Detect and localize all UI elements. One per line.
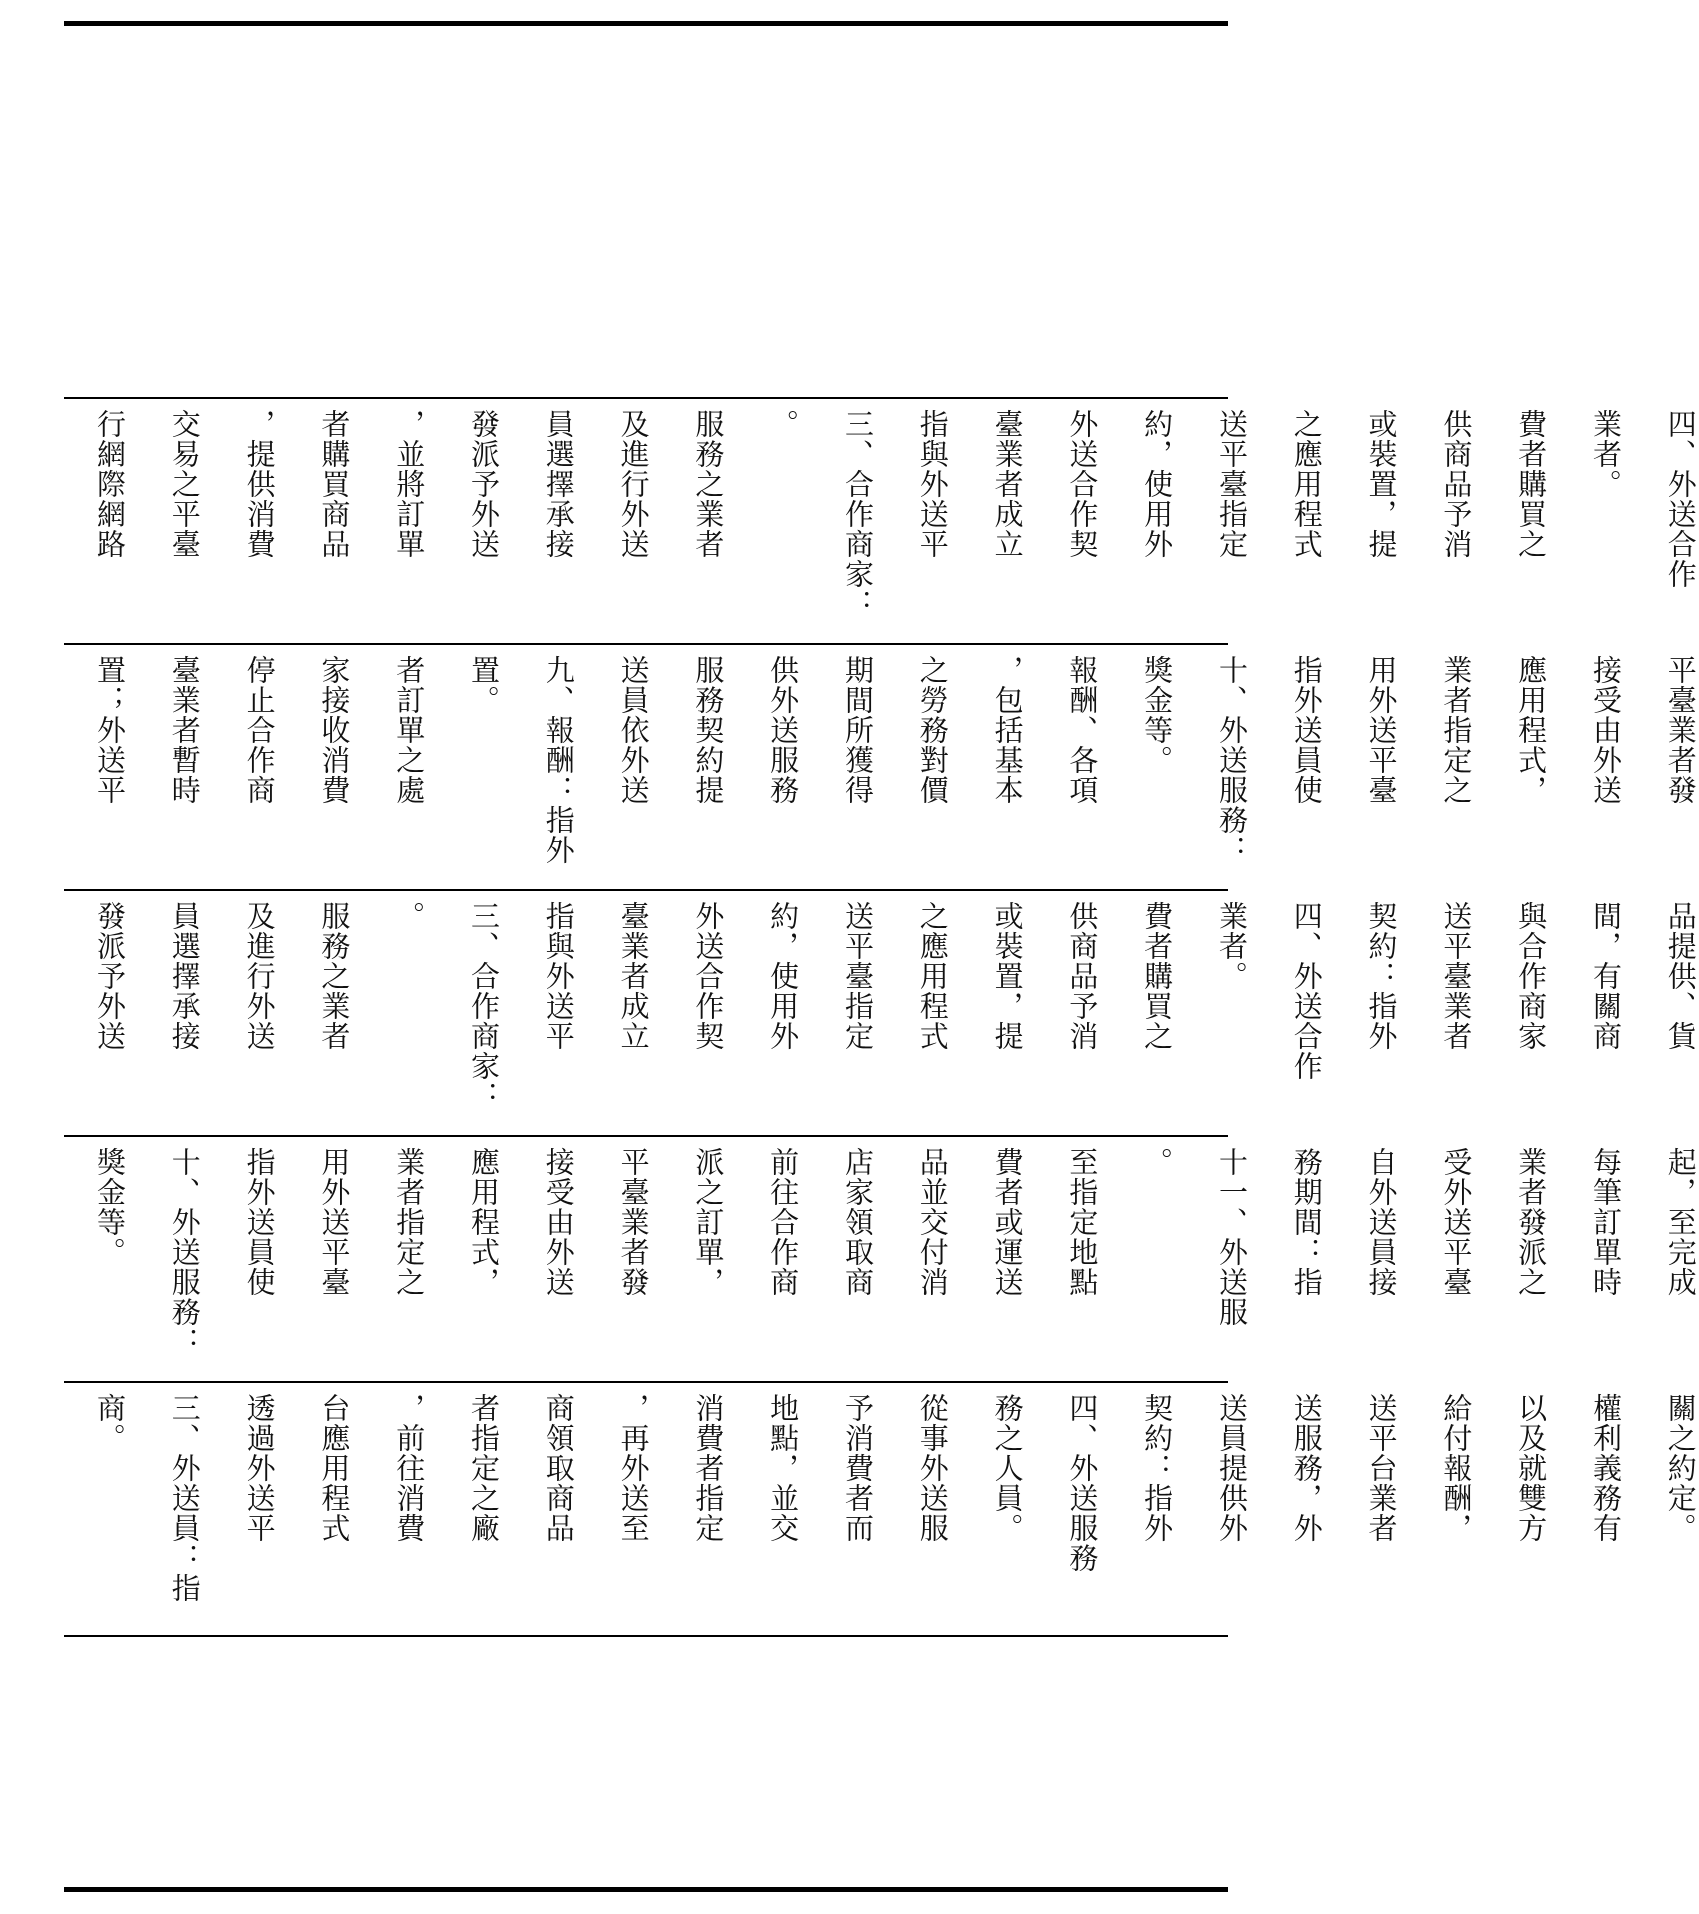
text-column: 員選擇承接 <box>167 901 202 1051</box>
text-column: 業者。 <box>1214 901 1249 991</box>
text-column: 外送合作契 <box>691 901 726 1051</box>
text-column: 三、合作商家： <box>466 901 501 1111</box>
text-column: 務之人員。 <box>990 1393 1025 1543</box>
text-column: 送平台業者 <box>1364 1393 1399 1543</box>
text-column: 送平臺業者 <box>1439 901 1474 1051</box>
text-column: 及進行外送 <box>242 901 277 1051</box>
text-column: 之應用程式 <box>915 901 950 1051</box>
text-column: 店家領取商 <box>840 1147 875 1297</box>
text-column: 送員提供外 <box>1214 1393 1249 1543</box>
text-column: 業者指定之 <box>1439 655 1474 805</box>
text-column: 用外送平臺 <box>317 1147 352 1297</box>
text-column: 業者。 <box>1588 409 1623 499</box>
text-column: 獎金等。 <box>93 1147 127 1267</box>
text-column: 從事外送服 <box>915 1393 950 1543</box>
text-column: 與合作商家 <box>1514 901 1549 1051</box>
text-column: 置。 <box>466 655 501 715</box>
text-column: 十、外送服務： <box>1214 655 1249 865</box>
text-column: 指外送員使 <box>242 1147 277 1297</box>
text-column: 服務契約提 <box>691 655 726 805</box>
text-column: 費者購買之 <box>1514 409 1549 559</box>
text-column: ，再外送至 <box>616 1393 651 1543</box>
text-column: 四、外送服務 <box>1065 1393 1100 1573</box>
text-column: 三、合作商家： <box>840 409 875 619</box>
text-column: 四、外送合作 <box>1663 409 1698 589</box>
text-column: 每筆訂單時 <box>1588 1147 1623 1297</box>
text-column: 之應用程式 <box>1289 409 1324 559</box>
text-column: 服務之業者 <box>691 409 726 559</box>
text-column: 指與外送平 <box>915 409 950 559</box>
text-column: 外送合作契 <box>1065 409 1100 559</box>
text-band-2 <box>64 645 1698 891</box>
text-band-5 <box>64 1383 1698 1629</box>
text-band-3 <box>64 891 1698 1137</box>
text-column: 前往合作商 <box>766 1147 801 1297</box>
text-column: ，並將訂單 <box>392 409 427 559</box>
text-column: ，提供消費 <box>242 409 277 559</box>
text-column: 權利義務有 <box>1588 1393 1623 1543</box>
text-column: 指與外送平 <box>541 901 576 1051</box>
text-column: 家接收消費 <box>317 655 352 805</box>
text-column: 期間所獲得 <box>840 655 875 805</box>
text-column: 台應用程式 <box>317 1393 352 1543</box>
text-column: 。 <box>1140 1147 1175 1177</box>
text-column: 平臺業者發 <box>1663 655 1698 805</box>
text-column: 自外送員接 <box>1364 1147 1399 1297</box>
text-column: 起，至完成 <box>1663 1147 1698 1297</box>
text-column: ，前往消費 <box>392 1393 427 1543</box>
text-band-1 <box>64 399 1698 645</box>
text-column: 接受由外送 <box>541 1147 576 1297</box>
text-column: 地點，並交 <box>766 1393 801 1543</box>
text-column: 者指定之廠 <box>466 1393 501 1543</box>
bottom-rule <box>64 1887 1228 1892</box>
text-column: 送服務，外 <box>1289 1393 1324 1543</box>
text-column: 應用程式， <box>1514 655 1549 805</box>
text-column: 臺業者成立 <box>616 901 651 1051</box>
text-column: 業者指定之 <box>392 1147 427 1297</box>
text-column: 品並交付消 <box>915 1147 950 1297</box>
text-column: 應用程式， <box>466 1147 501 1297</box>
text-column: 以及就雙方 <box>1514 1393 1549 1543</box>
text-column: 費者或運送 <box>990 1147 1025 1297</box>
text-column: 者訂單之處 <box>392 655 427 805</box>
text-column: 服務之業者 <box>317 901 352 1051</box>
text-column: 品提供、貨 <box>1663 901 1698 1051</box>
text-column: 派之訂單， <box>691 1147 726 1297</box>
text-band-4 <box>64 1137 1698 1383</box>
text-column: 用外送平臺 <box>1364 655 1399 805</box>
text-column: 。 <box>392 901 427 931</box>
text-column: 消費者指定 <box>691 1393 726 1543</box>
text-column: 契約：指外 <box>1140 1393 1175 1543</box>
text-column: 或裝置，提 <box>990 901 1025 1051</box>
text-column: 發派予外送 <box>93 901 127 1051</box>
text-column: 業者發派之 <box>1514 1147 1549 1297</box>
text-column: 報酬、各項 <box>1065 655 1100 805</box>
text-column: 關之約定。 <box>1663 1393 1698 1543</box>
text-column: 交易之平臺 <box>167 409 202 559</box>
text-column: 約，使用外 <box>766 901 801 1051</box>
text-column: 予消費者而 <box>840 1393 875 1543</box>
band-divider <box>64 1635 1228 1637</box>
text-column: 送平臺指定 <box>1214 409 1249 559</box>
text-column: 置；外送平 <box>93 655 127 805</box>
text-column: 員選擇承接 <box>541 409 576 559</box>
text-column: 四、外送合作 <box>1289 901 1324 1081</box>
text-column: 供商品予消 <box>1065 901 1100 1051</box>
text-column: 約，使用外 <box>1140 409 1175 559</box>
text-column: 受外送平臺 <box>1439 1147 1474 1297</box>
text-column: 三、外送員：指 <box>167 1393 202 1603</box>
text-column: 送平臺指定 <box>840 901 875 1051</box>
text-column: 至指定地點 <box>1065 1147 1100 1297</box>
text-column: ，包括基本 <box>990 655 1025 805</box>
text-column: 及進行外送 <box>616 409 651 559</box>
text-column: 臺業者成立 <box>990 409 1025 559</box>
text-column: 費者購買之 <box>1140 901 1175 1051</box>
text-column: 務期間：指 <box>1289 1147 1324 1297</box>
text-column: 之勞務對價 <box>915 655 950 805</box>
text-column: 供外送服務 <box>766 655 801 805</box>
top-rule <box>64 21 1228 26</box>
text-column: 獎金等。 <box>1140 655 1175 775</box>
text-column: 間，有關商 <box>1588 901 1623 1051</box>
text-column: 停止合作商 <box>242 655 277 805</box>
text-column: 送員依外送 <box>616 655 651 805</box>
text-column: 給付報酬， <box>1439 1393 1474 1543</box>
text-column: 供商品予消 <box>1439 409 1474 559</box>
text-column: 者購買商品 <box>317 409 352 559</box>
text-column: 或裝置，提 <box>1364 409 1399 559</box>
text-column: 行網際網路 <box>93 409 127 559</box>
text-column: 透過外送平 <box>242 1393 277 1543</box>
text-column: 發派予外送 <box>466 409 501 559</box>
text-column: 契約：指外 <box>1364 901 1399 1051</box>
text-column: 。 <box>766 409 801 439</box>
text-column: 九、報酬：指外 <box>541 655 576 865</box>
text-column: 十一、外送服 <box>1214 1147 1249 1327</box>
text-column: 平臺業者發 <box>616 1147 651 1297</box>
text-column: 商。 <box>93 1393 127 1453</box>
text-column: 十、外送服務： <box>167 1147 202 1357</box>
text-column: 商領取商品 <box>541 1393 576 1543</box>
text-column: 接受由外送 <box>1588 655 1623 805</box>
text-column: 臺業者暫時 <box>167 655 202 805</box>
text-column: 指外送員使 <box>1289 655 1324 805</box>
